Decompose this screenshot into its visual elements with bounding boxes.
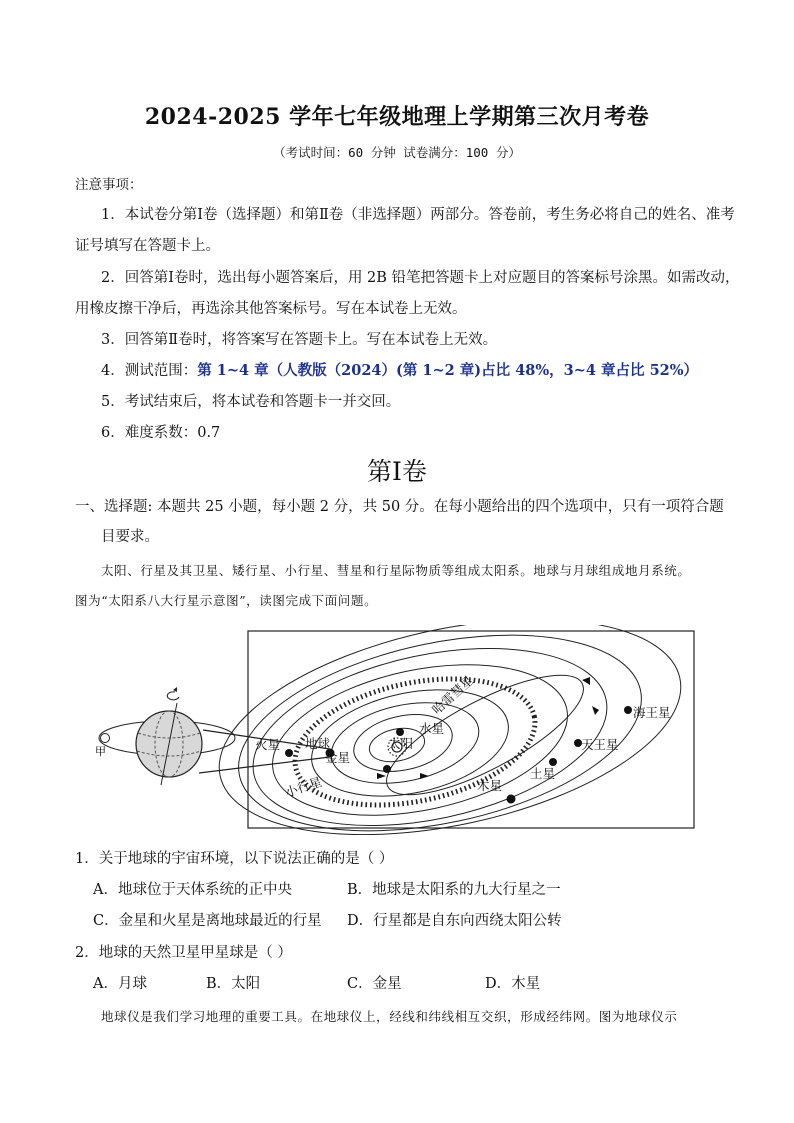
question-2-option-c[interactable]: C．金星	[347, 976, 402, 992]
question-1-stem: 1．关于地球的宇宙环境，以下说法正确的是（ ）	[75, 851, 394, 867]
question-2-stem: 2．地球的天然卫星甲星球是（ ）	[75, 945, 292, 961]
exam-subtitle: （考试时间：60 分钟 试卷满分：100 分）	[273, 145, 521, 160]
question-1-option-b[interactable]: B．地球是太阳系的九大行星之一	[347, 882, 561, 898]
label-asteroids: 小行星	[283, 773, 324, 800]
zoom-line-bottom	[199, 757, 330, 773]
arrow-inner-1	[420, 773, 429, 779]
question-2-option-b[interactable]: B．太阳	[206, 976, 261, 992]
arrow-inner-2	[377, 773, 386, 779]
passage-2-line-1: 地球仪是我们学习地理的重要工具。在地球仪上，经线和纬线相互交织，形成经纬网。图为地球仪示	[101, 1009, 678, 1024]
note-item-2-line-2: 用橡皮擦干净后，再选涂其他答案标号。写在本试卷上无效。	[75, 301, 467, 317]
earth-globe	[136, 687, 202, 785]
label-jupiter: 木星	[477, 778, 503, 793]
rotation-arrowhead	[173, 687, 177, 692]
label-saturn: 土星	[530, 766, 556, 781]
planet-venus	[383, 765, 391, 773]
label-uranus: 天王星	[581, 737, 619, 752]
label-jia: 甲	[95, 745, 106, 758]
question-2-option-a[interactable]: A．月球	[93, 976, 147, 992]
moon-jia	[101, 734, 110, 743]
question-2-option-d[interactable]: D．木星	[485, 976, 541, 992]
notes-heading: 注意事项：	[75, 177, 143, 193]
label-venus: 金星	[325, 750, 351, 765]
note-item-4	[101, 361, 698, 381]
note-item-4-prefix: 4．测试范围：	[101, 363, 198, 379]
label-mercury: 水星	[419, 721, 445, 736]
note-item-3: 3．回答第Ⅱ卷时，将答案写在答题卡上。写在本试卷上无效。	[101, 332, 498, 348]
passage-1-line-2: 图为“太阳系八大行星示意图”，读图完成下面问题。	[75, 593, 378, 608]
solar-system-figure	[85, 625, 705, 835]
label-comet: 哈雷彗星	[428, 672, 477, 718]
note-item-5: 5．考试结束后，将本试卷和答题卡一并交回。	[101, 394, 401, 410]
section-instruction-line-1: 一、选择题: 本题共 25 小题，每小题 2 分，共 50 分。在每小题给出的四个选项中，只有一项符合题	[75, 499, 724, 515]
arrow-outer-1	[592, 706, 599, 715]
planet-orbits	[200, 625, 700, 835]
section-instruction-line-2: 目要求。	[101, 529, 159, 545]
rotation-arrow	[167, 692, 179, 700]
label-neptune: 海王星	[633, 705, 671, 720]
question-1-option-c[interactable]: C．金星和火星是离地球最近的行星	[93, 913, 322, 929]
note-item-1-line-1: 1．本试卷分第Ⅰ卷（选择题）和第Ⅱ卷（非选择题）两部分。答卷前，考生务必将自己的姓名、准考	[101, 207, 735, 223]
planet-mars	[285, 749, 293, 757]
section-title: 第Ⅰ卷	[367, 457, 427, 486]
question-1-option-d[interactable]: D．行星都是自东向西绕太阳公转	[347, 913, 562, 929]
passage-1-line-1: 太阳、行星及其卫星、矮行星、小行星、彗星和行星际物质等组成太阳系。地球与月球组成地月系统。	[101, 563, 691, 578]
question-1-option-a[interactable]: A．地球位于天体系统的正中央	[93, 882, 292, 898]
planet-mercury	[396, 728, 404, 736]
exam-title: 2024-2025 学年七年级地理上学期第三次月考卷	[144, 104, 650, 130]
arrow-outer-2	[582, 677, 590, 685]
planet-neptune	[624, 706, 632, 714]
note-item-6: 6．难度系数：0.7	[101, 425, 221, 441]
label-earth: 地球	[305, 736, 331, 751]
test-scope: 第 1~4 章（人教版（2024）(第 1~2 章)占比 48%，3~4 章占比 52%）	[197, 362, 699, 379]
planet-saturn	[549, 758, 557, 766]
label-sun: 太阳	[388, 736, 414, 751]
note-item-2-line-1: 2．回答第Ⅰ卷时，选出每小题答案后，用 2B 铅笔把答题卡上对应题目的答案标号涂黑。如需改动，	[101, 270, 740, 286]
label-mars: 火星	[255, 737, 281, 752]
planet-jupiter	[507, 795, 516, 804]
note-item-1-line-2: 证号填写在答题卡上。	[75, 238, 220, 254]
